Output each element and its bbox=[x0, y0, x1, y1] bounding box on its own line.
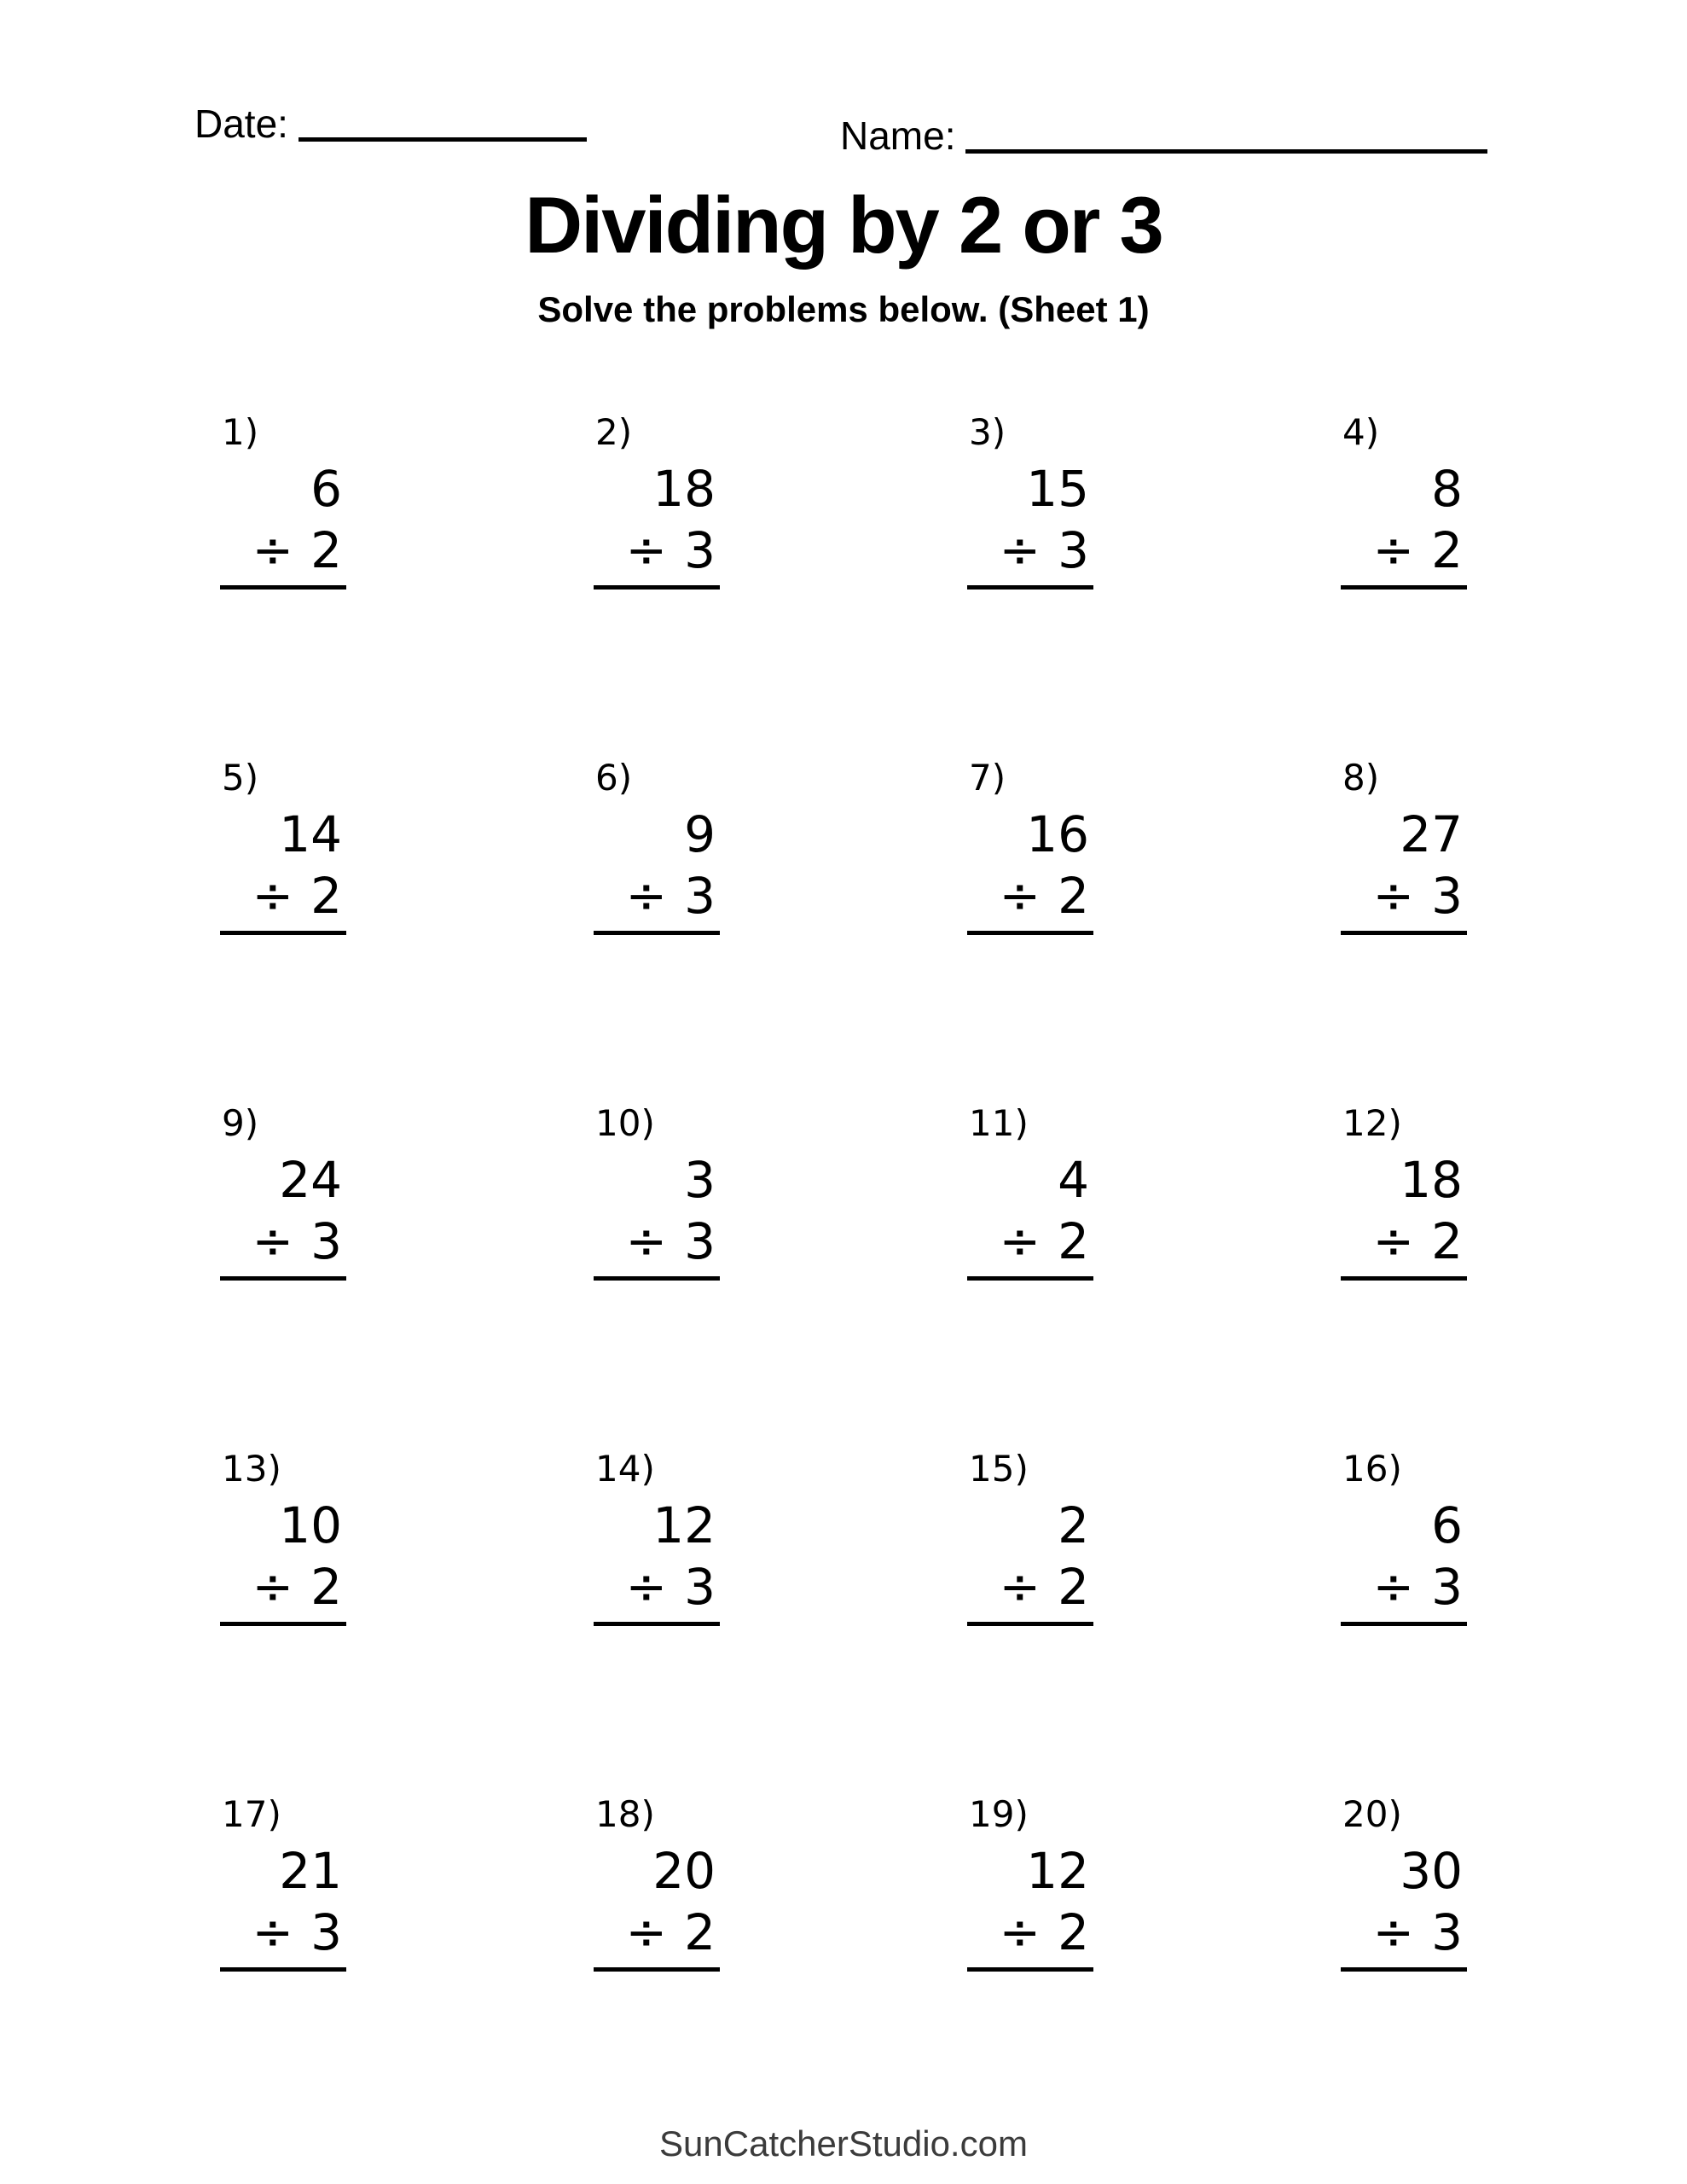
division-sign: ÷ bbox=[999, 867, 1041, 925]
division-sign: ÷ bbox=[1372, 1212, 1415, 1270]
dividend: 6 bbox=[310, 460, 342, 518]
problem-number: 17) bbox=[222, 1793, 281, 1835]
dividend: 27 bbox=[1400, 805, 1463, 863]
division-sign: ÷ bbox=[1372, 521, 1415, 579]
problem-number: 4) bbox=[1342, 411, 1380, 453]
dividend: 12 bbox=[652, 1496, 716, 1554]
answer-line bbox=[967, 1622, 1093, 1626]
answer-line bbox=[967, 1967, 1093, 1972]
dividend: 4 bbox=[1058, 1151, 1089, 1209]
problem-number: 2) bbox=[595, 411, 633, 453]
divisor: 2 bbox=[684, 1903, 716, 1961]
divisor-row bbox=[220, 867, 346, 925]
answer-line bbox=[594, 1276, 720, 1281]
problem-number: 19) bbox=[969, 1793, 1029, 1835]
division-sign: ÷ bbox=[1372, 1903, 1415, 1961]
dividend: 3 bbox=[684, 1151, 716, 1209]
divisor: 2 bbox=[310, 1558, 342, 1616]
divisor-row bbox=[1341, 1212, 1467, 1270]
date-label: Date: bbox=[194, 102, 288, 146]
divisor: 3 bbox=[684, 867, 716, 925]
date-field bbox=[194, 102, 587, 146]
division-sign: ÷ bbox=[252, 1212, 294, 1270]
problem-number: 1) bbox=[222, 411, 259, 453]
divisor: 2 bbox=[1431, 1212, 1463, 1270]
divisor-row bbox=[967, 1558, 1093, 1616]
divisor: 2 bbox=[310, 521, 342, 579]
division-sign: ÷ bbox=[999, 1212, 1041, 1270]
worksheet-subtitle: Solve the problems below. (Sheet 1) bbox=[537, 289, 1150, 329]
divisor-row bbox=[220, 521, 346, 579]
divisor: 2 bbox=[1058, 1558, 1089, 1616]
divisor-row bbox=[967, 521, 1093, 579]
name-label: Name: bbox=[840, 113, 956, 158]
problem-cell bbox=[594, 1793, 720, 1972]
division-sign: ÷ bbox=[999, 1558, 1041, 1616]
division-sign: ÷ bbox=[1372, 1558, 1415, 1616]
divisor: 2 bbox=[1058, 1212, 1089, 1270]
problem-number: 18) bbox=[595, 1793, 655, 1835]
dividend: 15 bbox=[1026, 460, 1089, 518]
division-sign: ÷ bbox=[625, 867, 668, 925]
divisor-row bbox=[220, 1903, 346, 1961]
dividend: 8 bbox=[1431, 460, 1463, 518]
divisor: 3 bbox=[1431, 1903, 1463, 1961]
name-blank-line bbox=[965, 149, 1487, 154]
problem-cell bbox=[1341, 1793, 1467, 1972]
divisor-row bbox=[594, 1558, 720, 1616]
dividend: 10 bbox=[279, 1496, 342, 1554]
answer-line bbox=[1341, 931, 1467, 935]
answer-line bbox=[220, 931, 346, 935]
answer-line bbox=[594, 1622, 720, 1626]
name-field bbox=[840, 113, 1487, 158]
problem-number: 8) bbox=[1342, 757, 1380, 799]
divisor-row bbox=[1341, 1903, 1467, 1961]
division-sign: ÷ bbox=[252, 867, 294, 925]
answer-line bbox=[220, 1967, 346, 1972]
problem-number: 3) bbox=[969, 411, 1006, 453]
answer-line bbox=[967, 1276, 1093, 1281]
divisor-row bbox=[594, 1903, 720, 1961]
answer-line bbox=[1341, 1276, 1467, 1281]
divisor-row bbox=[594, 521, 720, 579]
dividend: 16 bbox=[1026, 805, 1089, 863]
dividend: 2 bbox=[1058, 1496, 1089, 1554]
divisor: 3 bbox=[1431, 1558, 1463, 1616]
problem-number: 20) bbox=[1342, 1793, 1402, 1835]
divisor-row bbox=[594, 1212, 720, 1270]
divisor-row bbox=[1341, 1558, 1467, 1616]
dividend: 14 bbox=[279, 805, 342, 863]
dividend: 9 bbox=[684, 805, 716, 863]
problem-cell bbox=[1341, 411, 1467, 590]
problem-cell bbox=[967, 411, 1093, 590]
divisor-row bbox=[1341, 521, 1467, 579]
worksheet-title: Dividing by 2 or 3 bbox=[525, 180, 1162, 270]
problem-cell bbox=[967, 1448, 1093, 1626]
dividend: 24 bbox=[279, 1151, 342, 1209]
divisor: 3 bbox=[310, 1903, 342, 1961]
problem-cell bbox=[1341, 757, 1467, 935]
problem-cell bbox=[220, 757, 346, 935]
answer-line bbox=[594, 585, 720, 590]
divisor-row bbox=[967, 867, 1093, 925]
divisor: 3 bbox=[684, 521, 716, 579]
problem-number: 14) bbox=[595, 1448, 655, 1490]
dividend: 21 bbox=[279, 1842, 342, 1900]
divisor-row bbox=[220, 1212, 346, 1270]
divisor-row bbox=[967, 1212, 1093, 1270]
problem-cell bbox=[220, 1793, 346, 1972]
problem-number: 10) bbox=[595, 1102, 655, 1144]
division-sign: ÷ bbox=[252, 1903, 294, 1961]
divisor: 3 bbox=[1058, 521, 1089, 579]
problem-cell bbox=[967, 1102, 1093, 1281]
footer-credit: SunCatcherStudio.com bbox=[659, 2123, 1028, 2164]
division-sign: ÷ bbox=[1372, 867, 1415, 925]
answer-line bbox=[967, 931, 1093, 935]
divisor: 3 bbox=[1431, 867, 1463, 925]
dividend: 18 bbox=[1400, 1151, 1463, 1209]
problem-number: 7) bbox=[969, 757, 1006, 799]
dividend: 6 bbox=[1431, 1496, 1463, 1554]
problem-number: 5) bbox=[222, 757, 259, 799]
problem-number: 16) bbox=[1342, 1448, 1402, 1490]
divisor: 2 bbox=[1058, 867, 1089, 925]
divisor-row bbox=[594, 867, 720, 925]
divisor-row bbox=[1341, 867, 1467, 925]
divisor: 3 bbox=[684, 1558, 716, 1616]
answer-line bbox=[1341, 1967, 1467, 1972]
division-sign: ÷ bbox=[999, 1903, 1041, 1961]
division-sign: ÷ bbox=[252, 521, 294, 579]
problem-cell bbox=[220, 411, 346, 590]
division-sign: ÷ bbox=[999, 521, 1041, 579]
problem-number: 6) bbox=[595, 757, 633, 799]
date-blank-line bbox=[299, 137, 587, 142]
problem-cell bbox=[967, 757, 1093, 935]
divisor: 2 bbox=[310, 867, 342, 925]
answer-line bbox=[1341, 1622, 1467, 1626]
answer-line bbox=[220, 1622, 346, 1626]
problem-cell bbox=[220, 1448, 346, 1626]
answer-line bbox=[220, 1276, 346, 1281]
division-sign: ÷ bbox=[625, 521, 668, 579]
problem-number: 13) bbox=[222, 1448, 281, 1490]
problem-cell bbox=[1341, 1102, 1467, 1281]
problem-number: 15) bbox=[969, 1448, 1029, 1490]
answer-line bbox=[1341, 585, 1467, 590]
dividend: 20 bbox=[652, 1842, 716, 1900]
problem-cell bbox=[1341, 1448, 1467, 1626]
problem-number: 11) bbox=[969, 1102, 1029, 1144]
problem-number: 12) bbox=[1342, 1102, 1402, 1144]
dividend: 30 bbox=[1400, 1842, 1463, 1900]
problem-cell bbox=[220, 1102, 346, 1281]
problems-grid bbox=[220, 411, 1467, 1972]
answer-line bbox=[594, 931, 720, 935]
problem-number: 9) bbox=[222, 1102, 259, 1144]
divisor: 2 bbox=[1058, 1903, 1089, 1961]
dividend: 12 bbox=[1026, 1842, 1089, 1900]
divisor-row bbox=[220, 1558, 346, 1616]
answer-line bbox=[220, 585, 346, 590]
division-sign: ÷ bbox=[625, 1558, 668, 1616]
problem-cell bbox=[594, 1448, 720, 1626]
division-sign: ÷ bbox=[625, 1903, 668, 1961]
problem-cell bbox=[594, 757, 720, 935]
problem-cell bbox=[967, 1793, 1093, 1972]
problem-cell bbox=[594, 1102, 720, 1281]
problem-cell bbox=[594, 411, 720, 590]
divisor: 3 bbox=[310, 1212, 342, 1270]
division-sign: ÷ bbox=[252, 1558, 294, 1616]
dividend: 18 bbox=[652, 460, 716, 518]
answer-line bbox=[967, 585, 1093, 590]
division-sign: ÷ bbox=[625, 1212, 668, 1270]
divisor: 2 bbox=[1431, 521, 1463, 579]
answer-line bbox=[594, 1967, 720, 1972]
divisor: 3 bbox=[684, 1212, 716, 1270]
divisor-row bbox=[967, 1903, 1093, 1961]
